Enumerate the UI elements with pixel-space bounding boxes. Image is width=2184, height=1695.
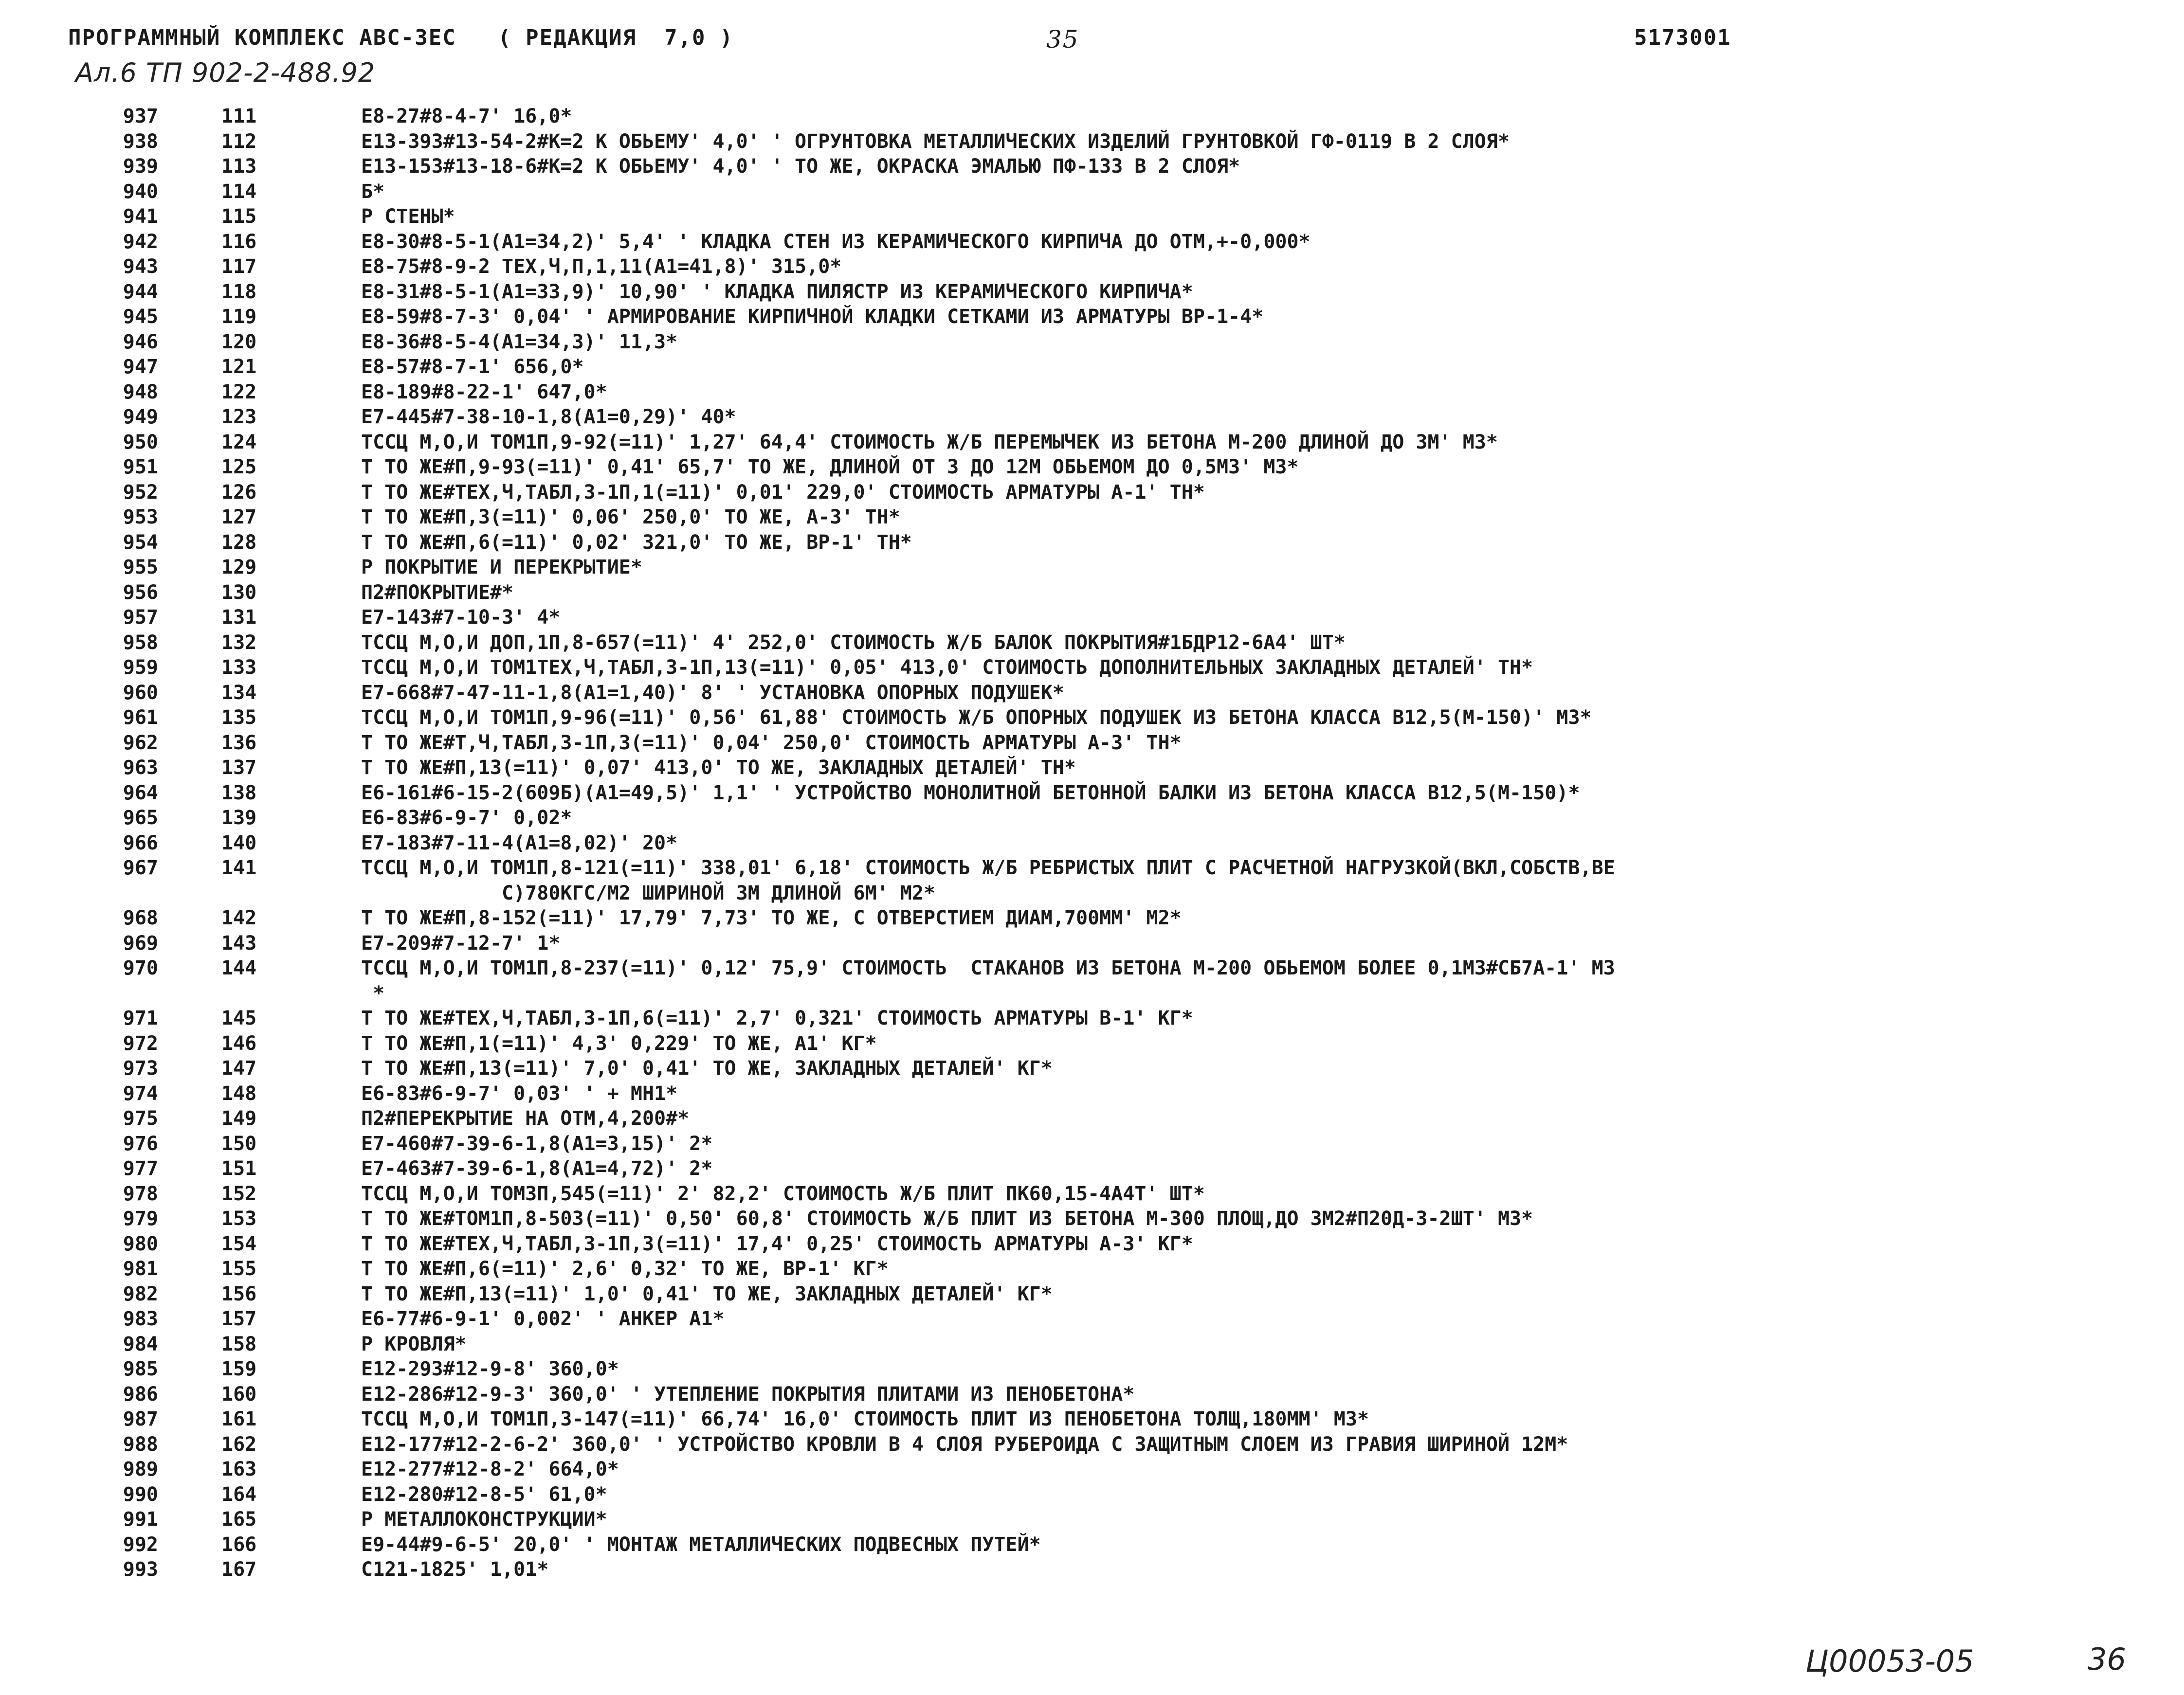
listing-row <box>0 204 2184 230</box>
record-text: Е7-460#7-39-6-1,8(А1=3,15)' 2* <box>361 1132 713 1155</box>
record-text: П2#ПЕРЕКРЫТИЕ НА ОТМ,4,200#* <box>361 1107 690 1130</box>
listing-row <box>0 1507 2184 1533</box>
line-number: 985 <box>123 1358 158 1380</box>
sequence-number: 147 <box>221 1057 257 1080</box>
listing-row <box>0 1382 2184 1407</box>
listing-row <box>0 1407 2184 1432</box>
record-text: Е8-189#8-22-1' 647,0* <box>361 380 607 403</box>
record-text: Е8-27#8-4-7' 16,0* <box>361 105 572 127</box>
program-title: ПРОГРАММНЫЙ КОМПЛЕКС АВС-3ЕС ( РЕДАКЦИЯ 7,0 ) <box>68 25 734 50</box>
listing-row <box>0 1006 2184 1031</box>
listing-row <box>0 505 2184 530</box>
line-number: 970 <box>123 957 158 979</box>
line-number: 967 <box>123 857 158 879</box>
sequence-number: 138 <box>221 781 257 804</box>
line-number: 972 <box>123 1032 158 1055</box>
record-text: Е13-153#13-18-6#К=2 К ОБЬЕМУ' 4,0' ' ТО ЖЕ, ОКРАСКА ЭМАЛЬЮ ПФ-133 В 2 СЛОЯ* <box>361 155 1240 178</box>
line-number: 949 <box>123 406 158 428</box>
line-number: 960 <box>123 681 158 704</box>
listing-row <box>0 1257 2184 1282</box>
line-number: 953 <box>123 506 158 528</box>
line-number: 984 <box>123 1333 158 1355</box>
listing-row <box>0 956 2184 1006</box>
line-number: 963 <box>123 757 158 779</box>
sequence-number: 156 <box>221 1282 257 1305</box>
sequence-number: 119 <box>221 306 257 328</box>
listing-row <box>0 731 2184 756</box>
footer-page-number: 36 <box>2088 1641 2126 1677</box>
line-number: 968 <box>123 907 158 929</box>
line-number: 961 <box>123 706 158 729</box>
listing-row <box>0 1432 2184 1458</box>
line-number: 948 <box>123 380 158 403</box>
sequence-number: 130 <box>221 581 257 604</box>
sequence-number: 129 <box>221 556 257 578</box>
record-text: Е8-36#8-5-4(А1=34,3)' 11,3* <box>361 330 678 353</box>
listing-row <box>0 781 2184 806</box>
listing-row <box>0 254 2184 280</box>
estimate-listing <box>0 104 2184 1583</box>
line-number: 962 <box>123 731 158 754</box>
record-text: Т ТО ЖЕ#П,13(=11)' 0,07' 413,0' ТО ЖЕ, ЗАКЛАДНЫХ ДЕТАЛЕЙ' ТН* <box>361 757 1076 779</box>
line-number: 992 <box>123 1533 158 1556</box>
line-number: 956 <box>123 581 158 604</box>
sequence-number: 155 <box>221 1258 257 1280</box>
listing-row <box>0 705 2184 731</box>
record-text: Е9-44#9-6-5' 20,0' ' МОНТАЖ МЕТАЛЛИЧЕСКИХ ПОДВЕСНЫХ ПУТЕЙ* <box>361 1533 1041 1556</box>
line-number: 986 <box>123 1383 158 1406</box>
sequence-number: 136 <box>221 731 257 754</box>
sequence-number: 131 <box>221 606 257 629</box>
listing-row <box>0 1482 2184 1508</box>
line-number: 959 <box>123 656 158 679</box>
record-text: Т ТО ЖЕ#П,9-93(=11)' 0,41' 65,7' ТО ЖЕ, ДЛИНОЙ ОТ 3 ДО 12М ОБЬЕМОМ ДО 0,5М3' М3* <box>361 456 1299 478</box>
sequence-number: 146 <box>221 1032 257 1055</box>
record-text: Р КРОВЛЯ* <box>361 1333 467 1355</box>
record-text: Е8-59#8-7-3' 0,04' ' АРМИРОВАНИЕ КИРПИЧНОЙ КЛАДКИ СЕТКАМИ ИЗ АРМАТУРЫ ВР-1-4* <box>361 306 1264 328</box>
sequence-number: 158 <box>221 1333 257 1355</box>
listing-row <box>0 530 2184 556</box>
sequence-number: 148 <box>221 1082 257 1105</box>
sequence-number: 127 <box>221 506 257 528</box>
listing-row <box>0 1056 2184 1082</box>
document-code: 5173001 <box>1634 25 1731 50</box>
record-text: Е6-77#6-9-1' 0,002' ' АНКЕР А1* <box>361 1308 725 1330</box>
line-number: 993 <box>123 1558 158 1581</box>
record-text: Т ТО ЖЕ#ТЕХ,Ч,ТАБЛ,3-1П,3(=11)' 17,4' 0,25' СТОИМОСТЬ АРМАТУРЫ А-3' КГ* <box>361 1232 1193 1255</box>
record-text: Е8-30#8-5-1(А1=34,2)' 5,4' ' КЛАДКА СТЕН ИЗ КЕРАМИЧЕСКОГО КИРПИЧА ДО ОТМ,+-0,000* <box>361 230 1310 253</box>
line-number: 951 <box>123 456 158 478</box>
record-text: Е12-286#12-9-3' 360,0' ' УТЕПЛЕНИЕ ПОКРЫТИЯ ПЛИТАМИ ИЗ ПЕНОБЕТОНА* <box>361 1383 1135 1406</box>
sequence-number: 118 <box>221 280 257 303</box>
sequence-number: 126 <box>221 481 257 504</box>
line-number: 974 <box>123 1082 158 1105</box>
listing-row <box>0 305 2184 330</box>
record-text: ТССЦ М,О,И ТОМ1П,9-92(=11)' 1,27' 64,4' СТОИМОСТЬ Ж/Б ПЕРЕМЫЧЕК ИЗ БЕТОНА М-200 ДЛИНОЙ ДО 3М' М3* <box>361 431 1498 453</box>
line-number: 975 <box>123 1107 158 1130</box>
listing-row <box>0 280 2184 305</box>
line-number: 991 <box>123 1508 158 1531</box>
listing-row <box>0 580 2184 606</box>
line-number: 937 <box>123 105 158 127</box>
listing-row <box>0 1031 2184 1057</box>
record-text: Е7-463#7-39-6-1,8(А1=4,72)' 2* <box>361 1157 713 1180</box>
line-number: 943 <box>123 255 158 278</box>
line-number: 979 <box>123 1208 158 1230</box>
line-number: 957 <box>123 606 158 629</box>
sequence-number: 167 <box>221 1558 257 1581</box>
record-text: ТССЦ М,О,И ДОП,1П,8-657(=11)' 4' 252,0' СТОИМОСТЬ Ж/Б БАЛОК ПОКРЫТИЯ#1БДР12-6А4' ШТ* <box>361 631 1346 654</box>
listing-row <box>0 104 2184 129</box>
sequence-number: 122 <box>221 380 257 403</box>
line-number: 977 <box>123 1157 158 1180</box>
line-number: 941 <box>123 205 158 228</box>
line-number: 990 <box>123 1483 158 1506</box>
record-text: Т ТО ЖЕ#П,8-152(=11)' 17,79' 7,73' ТО ЖЕ, С ОТВЕРСТИЕМ ДИАМ,700ММ' М2* <box>361 907 1182 929</box>
sequence-number: 123 <box>221 406 257 428</box>
sequence-number: 162 <box>221 1433 257 1456</box>
line-number: 981 <box>123 1258 158 1280</box>
record-text: Е7-209#7-12-7' 1* <box>361 932 561 955</box>
listing-row <box>0 906 2184 931</box>
listing-row <box>0 405 2184 430</box>
line-number: 946 <box>123 330 158 353</box>
line-number: 978 <box>123 1182 158 1205</box>
record-text: С121-1825' 1,01* <box>361 1558 549 1581</box>
sequence-number: 150 <box>221 1132 257 1155</box>
sequence-number: 135 <box>221 706 257 729</box>
record-text: П2#ПОКРЫТИЕ#* <box>361 581 514 604</box>
listing-row <box>0 1182 2184 1207</box>
listing-row <box>0 1156 2184 1182</box>
sequence-number: 149 <box>221 1107 257 1130</box>
listing-row <box>0 605 2184 631</box>
sequence-number: 113 <box>221 155 257 178</box>
record-text: ТССЦ М,О,И ТОМ1П,9-96(=11)' 0,56' 61,88' СТОИМОСТЬ Ж/Б ОПОРНЫХ ПОДУШЕК ИЗ БЕТОНА КЛАССА В12,5(М-150)' М3* <box>361 706 1592 729</box>
listing-row <box>0 230 2184 255</box>
listing-row <box>0 1357 2184 1382</box>
page-number: 35 <box>1046 25 1079 54</box>
record-text: Р ПОКРЫТИЕ И ПЕРЕКРЫТИЕ* <box>361 556 642 578</box>
line-number: 964 <box>123 781 158 804</box>
line-number: 966 <box>123 831 158 854</box>
line-number: 944 <box>123 280 158 303</box>
record-text: Б* <box>361 180 385 203</box>
sequence-number: 114 <box>221 180 257 203</box>
line-number: 989 <box>123 1458 158 1480</box>
sequence-number: 151 <box>221 1157 257 1180</box>
line-number: 947 <box>123 356 158 378</box>
line-number: 952 <box>123 481 158 504</box>
record-text: Е13-393#13-54-2#К=2 К ОБЬЕМУ' 4,0' ' ОГРУНТОВКА МЕТАЛЛИЧЕСКИХ ИЗДЕЛИЙ ГРУНТОВКОЙ ГФ-0119 В 2 СЛОЯ* <box>361 130 1510 153</box>
sequence-number: 141 <box>221 857 257 879</box>
record-text: Е6-83#6-9-7' 0,03' ' + МН1* <box>361 1082 678 1105</box>
line-number: 955 <box>123 556 158 578</box>
listing-row <box>0 831 2184 856</box>
record-text: Е12-177#12-2-6-2' 360,0' ' УСТРОЙСТВО КРОВЛИ В 4 СЛОЯ РУБЕРОИДА С ЗАЩИТНЫМ СЛОЕМ ИЗ ГРАВИЯ ШИРИНОЙ 12М* <box>361 1433 1568 1456</box>
sequence-number: 159 <box>221 1358 257 1380</box>
listing-row <box>0 681 2184 706</box>
record-text: Т ТО ЖЕ#ТЕХ,Ч,ТАБЛ,3-1П,1(=11)' 0,01' 229,0' СТОИМОСТЬ АРМАТУРЫ А-1' ТН* <box>361 481 1205 504</box>
listing-row <box>0 1132 2184 1157</box>
listing-row <box>0 129 2184 155</box>
line-number: 938 <box>123 130 158 153</box>
sequence-number: 139 <box>221 807 257 829</box>
listing-row <box>0 1106 2184 1132</box>
sequence-number: 137 <box>221 757 257 779</box>
record-text: ТССЦ М,О,И ТОМ1ТЕХ,Ч,ТАБЛ,3-1П,13(=11)' 0,05' 413,0' СТОИМОСТЬ ДОПОЛНИТЕЛЬНЫХ ЗАКЛАДНЫХ ДЕТАЛЕЙ' ТН* <box>361 656 1533 679</box>
sequence-number: 161 <box>221 1408 257 1430</box>
line-number: 980 <box>123 1232 158 1255</box>
sequence-number: 132 <box>221 631 257 654</box>
record-text: Т ТО ЖЕ#П,3(=11)' 0,06' 250,0' ТО ЖЕ, А-3' ТН* <box>361 506 900 528</box>
record-text: Е7-183#7-11-4(А1=8,02)' 20* <box>361 831 678 854</box>
sequence-number: 164 <box>221 1483 257 1506</box>
sequence-number: 115 <box>221 205 257 228</box>
sequence-number: 128 <box>221 531 257 554</box>
record-text: ТССЦ М,О,И ТОМ1П,8-237(=11)' 0,12' 75,9' СТОИМОСТЬ СТАКАНОВ ИЗ БЕТОНА М-200 ОБЬЕМОМ БОЛЕЕ 0,1М3#СБ7А-1' М3 * <box>361 957 1615 1005</box>
sequence-number: 125 <box>221 456 257 478</box>
listing-row <box>0 380 2184 405</box>
record-text: Е7-143#7-10-3' 4* <box>361 606 561 629</box>
sequence-number: 116 <box>221 230 257 253</box>
listing-row <box>0 1282 2184 1307</box>
record-text: Т ТО ЖЕ#П,1(=11)' 4,3' 0,229' ТО ЖЕ, А1' КГ* <box>361 1032 877 1055</box>
record-text: Т ТО ЖЕ#ТОМ1П,8-503(=11)' 0,50' 60,8' СТОИМОСТЬ Ж/Б ПЛИТ ИЗ БЕТОНА М-300 ПЛОЩ,ДО 3М2#П20Д-3-2ШТ' М3* <box>361 1208 1533 1230</box>
listing-row <box>0 756 2184 781</box>
listing-row <box>0 1332 2184 1357</box>
listing-row <box>0 1207 2184 1232</box>
record-text: Е8-57#8-7-1' 656,0* <box>361 356 584 378</box>
record-text: Т ТО ЖЕ#П,13(=11)' 7,0' 0,41' ТО ЖЕ, ЗАКЛАДНЫХ ДЕТАЛЕЙ' КГ* <box>361 1057 1053 1080</box>
line-number: 950 <box>123 431 158 453</box>
sequence-number: 124 <box>221 431 257 453</box>
listing-row <box>0 180 2184 205</box>
sequence-number: 133 <box>221 656 257 679</box>
line-number: 982 <box>123 1282 158 1305</box>
line-number: 958 <box>123 631 158 654</box>
listing-row <box>0 1557 2184 1583</box>
line-number: 983 <box>123 1308 158 1330</box>
line-number: 973 <box>123 1057 158 1080</box>
line-number: 969 <box>123 932 158 955</box>
line-number: 954 <box>123 531 158 554</box>
listing-row <box>0 1082 2184 1107</box>
listing-row <box>0 1457 2184 1482</box>
line-number: 939 <box>123 155 158 178</box>
listing-row <box>0 455 2184 480</box>
record-text: ТССЦ М,О,И ТОМ1П,8-121(=11)' 338,01' 6,18' СТОИМОСТЬ Ж/Б РЕБРИСТЫХ ПЛИТ С РАСЧЕТНОЙ НАГРУЗКОЙ(ВКЛ,СОБСТВ,ВЕ С)780КГС/М2 ШИРИНОЙ 3М ДЛИНОЙ 6М' М2* <box>361 857 1615 904</box>
listing-row <box>0 330 2184 355</box>
sequence-number: 166 <box>221 1533 257 1556</box>
record-text: Р СТЕНЫ* <box>361 205 455 228</box>
sequence-number: 145 <box>221 1007 257 1029</box>
record-text: Е6-83#6-9-7' 0,02* <box>361 807 572 829</box>
sequence-number: 134 <box>221 681 257 704</box>
listing-row <box>0 1307 2184 1332</box>
footer-stamp-code: Ц00053-05 <box>1805 1643 1974 1679</box>
listing-row <box>0 931 2184 956</box>
line-number: 942 <box>123 230 158 253</box>
sequence-number: 163 <box>221 1458 257 1480</box>
sequence-number: 165 <box>221 1508 257 1531</box>
listing-row <box>0 430 2184 455</box>
record-text: Е8-75#8-9-2 ТЕХ,Ч,П,1,11(А1=41,8)' 315,0* <box>361 255 842 278</box>
listing-row <box>0 631 2184 656</box>
listing-row <box>0 856 2184 906</box>
handwritten-reference: Ал.6 ТП 902-2-488.92 <box>75 57 376 88</box>
sequence-number: 142 <box>221 907 257 929</box>
record-text: Т ТО ЖЕ#Т,Ч,ТАБЛ,3-1П,3(=11)' 0,04' 250,0' СТОИМОСТЬ АРМАТУРЫ А-3' ТН* <box>361 731 1182 754</box>
record-text: Т ТО ЖЕ#ТЕХ,Ч,ТАБЛ,3-1П,6(=11)' 2,7' 0,321' СТОИМОСТЬ АРМАТУРЫ В-1' КГ* <box>361 1007 1193 1029</box>
line-number: 988 <box>123 1433 158 1456</box>
record-text: Е6-161#6-15-2(609Б)(А1=49,5)' 1,1' ' УСТРОЙСТВО МОНОЛИТНОЙ БЕТОННОЙ БАЛКИ ИЗ БЕТОНА КЛАССА В12,5(М-150)* <box>361 781 1580 804</box>
sequence-number: 112 <box>221 130 257 153</box>
sequence-number: 152 <box>221 1182 257 1205</box>
line-number: 945 <box>123 306 158 328</box>
line-number: 940 <box>123 180 158 203</box>
line-number: 976 <box>123 1132 158 1155</box>
listing-row <box>0 154 2184 180</box>
record-text: Е12-280#12-8-5' 61,0* <box>361 1483 607 1506</box>
listing-row <box>0 655 2184 681</box>
sequence-number: 157 <box>221 1308 257 1330</box>
listing-row <box>0 355 2184 380</box>
sequence-number: 140 <box>221 831 257 854</box>
record-text: Т ТО ЖЕ#П,13(=11)' 1,0' 0,41' ТО ЖЕ, ЗАКЛАДНЫХ ДЕТАЛЕЙ' КГ* <box>361 1282 1053 1305</box>
sequence-number: 144 <box>221 957 257 979</box>
sequence-number: 117 <box>221 255 257 278</box>
record-text: Т ТО ЖЕ#П,6(=11)' 2,6' 0,32' ТО ЖЕ, ВР-1' КГ* <box>361 1258 889 1280</box>
listing-row <box>0 480 2184 505</box>
listing-row <box>0 1232 2184 1257</box>
line-number: 965 <box>123 807 158 829</box>
sequence-number: 154 <box>221 1232 257 1255</box>
record-text: Е7-668#7-47-11-1,8(А1=1,40)' 8' ' УСТАНОВКА ОПОРНЫХ ПОДУШЕК* <box>361 681 1064 704</box>
record-text: Е12-293#12-9-8' 360,0* <box>361 1358 619 1380</box>
line-number: 971 <box>123 1007 158 1029</box>
record-text: Т ТО ЖЕ#П,6(=11)' 0,02' 321,0' ТО ЖЕ, ВР-1' ТН* <box>361 531 912 554</box>
listing-row <box>0 555 2184 580</box>
sequence-number: 120 <box>221 330 257 353</box>
record-text: Е7-445#7-38-10-1,8(А1=0,29)' 40* <box>361 406 736 428</box>
record-text: Е12-277#12-8-2' 664,0* <box>361 1458 619 1480</box>
sequence-number: 160 <box>221 1383 257 1406</box>
listing-row <box>0 1533 2184 1558</box>
sequence-number: 153 <box>221 1208 257 1230</box>
sequence-number: 143 <box>221 932 257 955</box>
record-text: Е8-31#8-5-1(А1=33,9)' 10,90' ' КЛАДКА ПИЛЯСТР ИЗ КЕРАМИЧЕСКОГО КИРПИЧА* <box>361 280 1193 303</box>
sequence-number: 111 <box>221 105 257 127</box>
record-text: ТССЦ М,О,И ТОМ3П,545(=11)' 2' 82,2' СТОИМОСТЬ Ж/Б ПЛИТ ПК60,15-4А4Т' ШТ* <box>361 1182 1205 1205</box>
record-text: Р МЕТАЛЛОКОНСТРУКЦИИ* <box>361 1508 607 1531</box>
line-number: 987 <box>123 1408 158 1430</box>
record-text: ТССЦ М,О,И ТОМ1П,3-147(=11)' 66,74' 16,0' СТОИМОСТЬ ПЛИТ ИЗ ПЕНОБЕТОНА ТОЛЩ,180ММ' М3* <box>361 1408 1369 1430</box>
sequence-number: 121 <box>221 356 257 378</box>
listing-row <box>0 806 2184 831</box>
